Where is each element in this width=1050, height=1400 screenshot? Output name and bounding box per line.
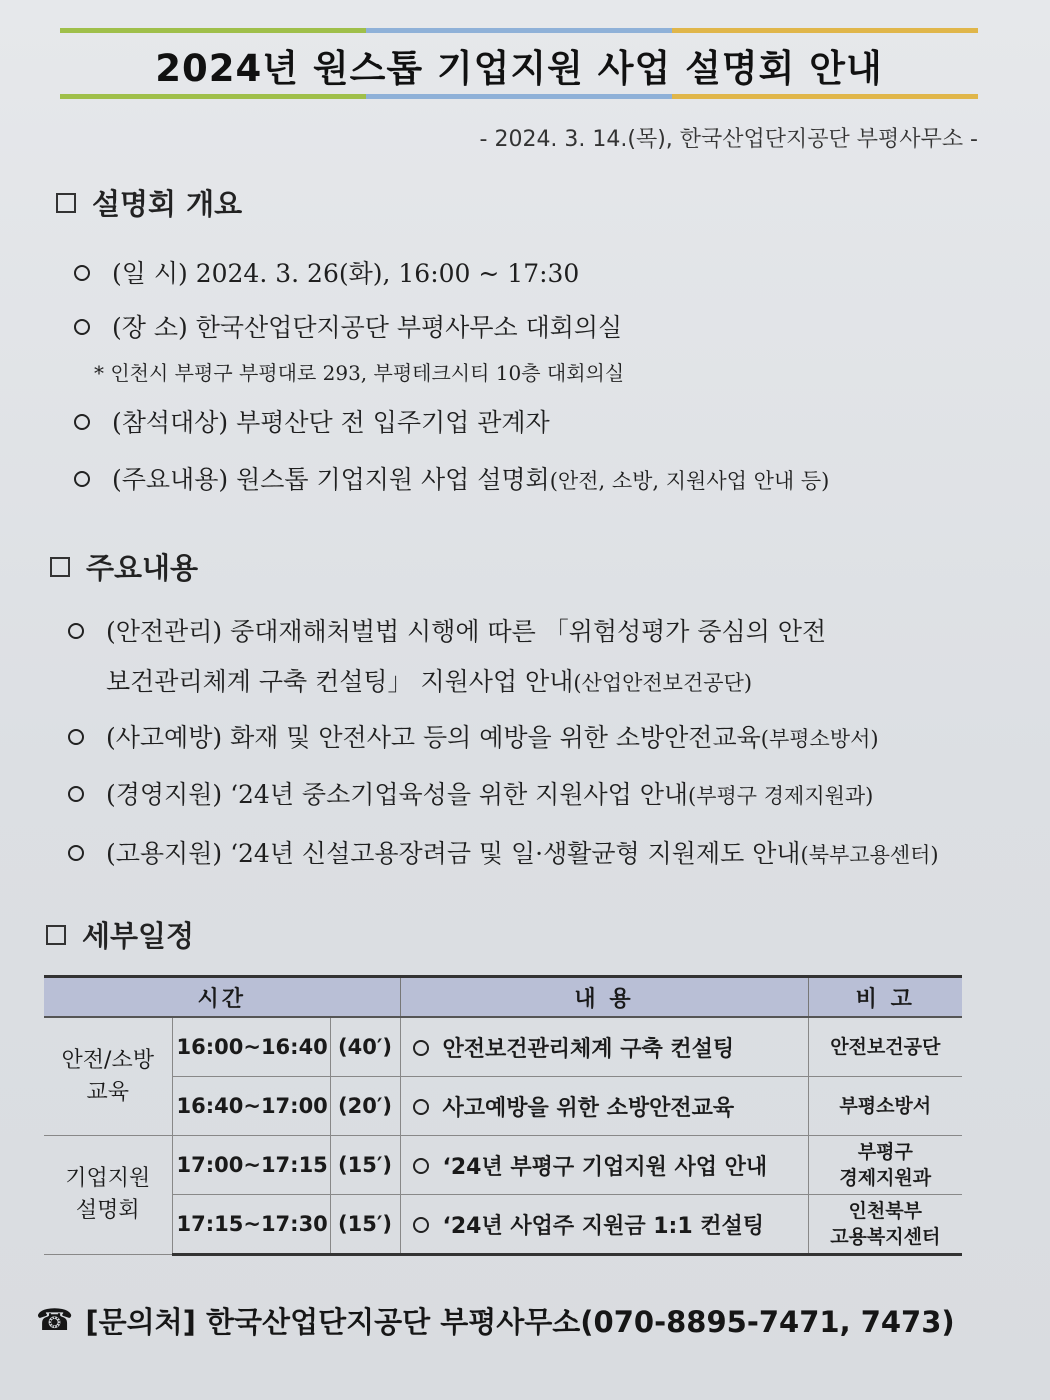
header-time: 시간	[44, 977, 400, 1018]
item-text: ‘24년 중소기업육성을 위한 지원사업 안내	[230, 780, 689, 809]
section-title: 설명회 개요	[92, 187, 243, 221]
time-cell: 16:40~17:00	[172, 1077, 330, 1136]
circle-bullet-icon	[74, 265, 90, 281]
item-text: 중대재해처벌법 시행에 따른 「위험성평가 중심의 안전	[230, 617, 827, 646]
note-text: 고용복지센터	[830, 1226, 941, 1248]
table-row	[44, 1077, 962, 1136]
item-text: 원스톱 기업지원 사업 설명회	[236, 465, 550, 494]
item-text: 부평산단 전 입주기업 관계자	[236, 408, 550, 437]
title-rule-top	[60, 28, 978, 33]
item-text: 화재 및 안전사고 등의 예방을 위한 소방안전교육	[230, 723, 761, 752]
group-name: 설명회	[75, 1198, 140, 1223]
group-name: 기업지원	[65, 1166, 151, 1191]
checkbox-square-icon	[50, 557, 70, 577]
item-small: (안전, 소방, 지원사업 안내 등)	[549, 469, 830, 493]
overview-item-contents	[74, 460, 829, 496]
title-block	[60, 28, 978, 104]
note-text: 부평소방서	[839, 1095, 932, 1117]
note-text: 인천북부	[848, 1200, 922, 1222]
header-note: 비 고	[808, 977, 962, 1018]
section-schedule-heading	[46, 914, 194, 955]
item-label: (주요내용)	[112, 465, 229, 494]
content-cell	[400, 1077, 808, 1136]
note-text: 부평구	[857, 1141, 913, 1163]
note-text: 안전보건공단	[830, 1036, 941, 1058]
note-text: 경제지원과	[839, 1167, 932, 1189]
circle-bullet-icon	[68, 786, 84, 802]
circle-bullet-icon	[413, 1040, 429, 1056]
note-cell	[808, 1136, 962, 1195]
time-cell: 16:00~16:40	[172, 1017, 330, 1077]
content-text: 안전보건관리체계 구축 컨설팅	[442, 1036, 735, 1062]
circle-bullet-icon	[68, 845, 84, 861]
telephone-icon: ☎	[36, 1303, 74, 1338]
checkbox-square-icon	[56, 193, 76, 213]
item-label: (안전관리)	[106, 617, 223, 646]
group-name: 교육	[86, 1079, 129, 1105]
duration-cell: (40′)	[330, 1017, 400, 1077]
table-header-row	[44, 977, 962, 1018]
content-text: 사고예방을 위한 소방안전교육	[442, 1095, 735, 1121]
checkbox-square-icon	[46, 925, 66, 945]
schedule-table	[44, 975, 962, 1256]
item-small: (부평구 경제지원과)	[688, 784, 874, 808]
item-small: (부평소방서)	[760, 727, 879, 751]
group-cell	[44, 1017, 172, 1136]
content-text: ‘24년 사업주 지원금 1:1 컨설팅	[442, 1213, 765, 1239]
circle-bullet-icon	[74, 319, 90, 335]
item-text: ‘24년 신설고용장려금 및 일·생활균형 지원제도 안내	[230, 839, 801, 868]
item-small: (산업안전보건공단)	[573, 671, 753, 695]
item-label: (사고예방)	[106, 723, 223, 752]
content-text: ‘24년 부평구 기업지원 사업 안내	[442, 1154, 768, 1180]
item-small: (북부고용센터)	[800, 843, 939, 867]
duration-cell: (15′)	[330, 1136, 400, 1195]
content-cell	[400, 1017, 808, 1077]
note-cell	[808, 1017, 962, 1077]
table-row	[44, 1136, 962, 1195]
item-label: (경영지원)	[106, 780, 223, 809]
dateline: - 2024. 3. 14.(목), 한국산업단지공단 부평사무소 -	[479, 127, 978, 152]
duration-cell: (15′)	[330, 1195, 400, 1255]
section-title: 세부일정	[82, 919, 195, 953]
circle-bullet-icon	[413, 1099, 429, 1115]
note-cell	[808, 1195, 962, 1255]
note-cell	[808, 1077, 962, 1136]
circle-bullet-icon	[74, 414, 90, 430]
circle-bullet-icon	[413, 1217, 429, 1233]
contact-line	[36, 1300, 955, 1341]
overview-item-date	[74, 254, 579, 290]
contact-text: [문의처] 한국산업단지공단 부평사무소(070-8895-7471, 7473)	[85, 1305, 955, 1339]
address-note: * 인천시 부평구 부평대로 293, 부평테크시티 10층 대회의실	[94, 361, 625, 385]
item-text: 2024. 3. 26(화), 16:00 ~ 17:30	[195, 259, 580, 288]
main-item-safety-cont	[106, 662, 752, 698]
table-row	[44, 1017, 962, 1077]
main-item-management	[68, 775, 873, 811]
section-overview-heading	[56, 182, 242, 223]
main-item-safety	[68, 612, 826, 648]
time-cell: 17:00~17:15	[172, 1136, 330, 1195]
section-title: 주요내용	[86, 551, 199, 585]
group-cell	[44, 1136, 172, 1255]
item-label: (고용지원)	[106, 839, 223, 868]
section-main-heading	[50, 546, 198, 587]
overview-item-place	[74, 308, 622, 344]
document-title: 2024년 원스톱 기업지원 사업 설명회 안내	[155, 47, 883, 90]
item-label: (일 시)	[112, 259, 188, 288]
main-item-prevention	[68, 718, 879, 754]
content-cell	[400, 1136, 808, 1195]
circle-bullet-icon	[68, 729, 84, 745]
item-label: (장 소)	[112, 313, 188, 342]
header-content: 내 용	[400, 977, 808, 1018]
overview-item-attendees	[74, 403, 550, 439]
item-text: 한국산업단지공단 부평사무소 대회의실	[195, 313, 623, 342]
circle-bullet-icon	[68, 623, 84, 639]
table-row	[44, 1195, 962, 1255]
content-cell	[400, 1195, 808, 1255]
time-cell: 17:15~17:30	[172, 1195, 330, 1255]
circle-bullet-icon	[74, 471, 90, 487]
main-item-employment	[68, 834, 939, 870]
group-name: 안전/소방	[61, 1047, 154, 1073]
item-text: 보건관리체계 구축 컨설팅」 지원사업 안내	[106, 667, 574, 696]
circle-bullet-icon	[413, 1158, 429, 1174]
item-label: (참석대상)	[112, 408, 229, 437]
duration-cell: (20′)	[330, 1077, 400, 1136]
title-rule-bottom	[60, 94, 978, 99]
